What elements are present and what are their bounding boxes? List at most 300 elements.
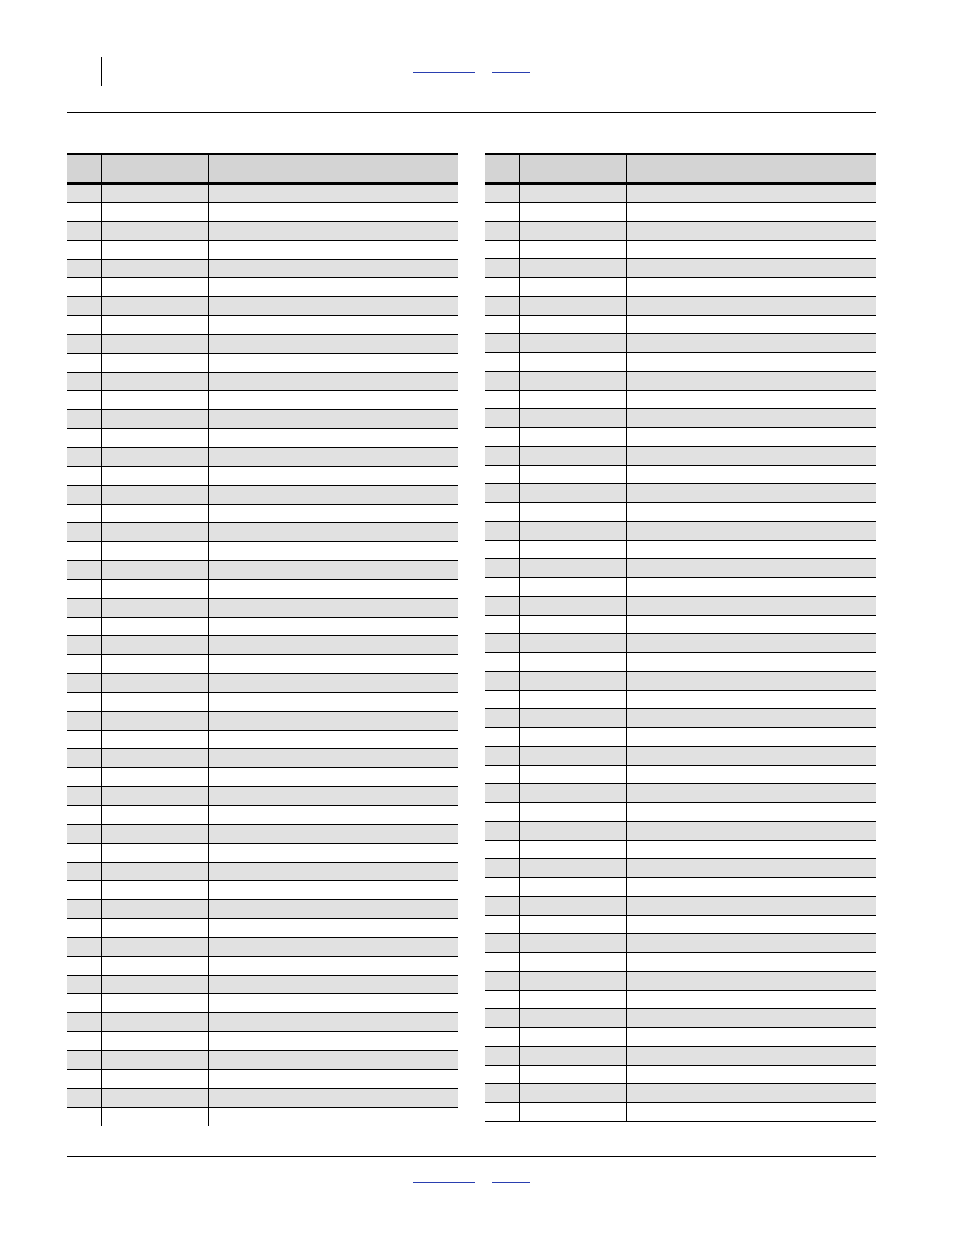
table-cell	[101, 542, 208, 560]
footer-links	[0, 1170, 954, 1184]
table-cell	[67, 410, 101, 428]
table-cell	[67, 712, 101, 730]
table-cell	[208, 900, 458, 918]
table-cell	[67, 297, 101, 315]
table-cell	[67, 203, 101, 221]
table-cell	[485, 728, 519, 746]
table-row	[67, 749, 458, 768]
table-cell	[101, 618, 208, 636]
table-cell	[519, 766, 626, 784]
table-cell	[101, 731, 208, 749]
table-cell	[485, 991, 519, 1009]
table-cell	[626, 541, 876, 559]
table-cell	[208, 260, 458, 278]
table-cell	[67, 618, 101, 636]
left-col-1-header	[67, 155, 101, 182]
table-cell	[519, 709, 626, 727]
table-cell	[485, 1084, 519, 1102]
table-cell	[485, 709, 519, 727]
table-row	[67, 354, 458, 373]
table-cell	[485, 616, 519, 634]
table-cell	[101, 825, 208, 843]
table-row	[485, 353, 876, 372]
table-cell	[485, 316, 519, 334]
table-cell	[485, 466, 519, 484]
table-row	[485, 297, 876, 316]
table-cell	[208, 863, 458, 881]
table-cell	[485, 653, 519, 671]
table-row	[485, 466, 876, 485]
table-cell	[101, 599, 208, 617]
table-row	[67, 863, 458, 882]
table-cell	[485, 878, 519, 896]
table-cell	[67, 260, 101, 278]
table-cell	[519, 897, 626, 915]
table-cell	[101, 712, 208, 730]
table-cell	[626, 916, 876, 934]
table-cell	[208, 731, 458, 749]
table-cell	[626, 784, 876, 802]
table-cell	[67, 580, 101, 598]
table-row	[485, 578, 876, 597]
table-cell	[485, 559, 519, 577]
table-cell	[519, 391, 626, 409]
table-cell	[101, 1070, 208, 1088]
table-cell	[519, 784, 626, 802]
table-cell	[626, 841, 876, 859]
table-cell	[67, 316, 101, 334]
table-cell	[485, 578, 519, 596]
table-cell	[101, 523, 208, 541]
table-cell	[519, 1066, 626, 1084]
table-row	[485, 728, 876, 747]
table-row	[485, 616, 876, 635]
table-cell	[485, 297, 519, 315]
table-cell	[626, 447, 876, 465]
table-cell	[626, 222, 876, 240]
table-cell	[208, 185, 458, 202]
table-cell	[101, 467, 208, 485]
table-row	[485, 784, 876, 803]
table-cell	[208, 655, 458, 673]
table-cell	[101, 448, 208, 466]
table-row	[485, 278, 876, 297]
table-cell	[67, 429, 101, 447]
table-cell	[519, 728, 626, 746]
table-cell	[626, 991, 876, 1009]
table-row	[67, 523, 458, 542]
table-cell	[208, 335, 458, 353]
header-link-index[interactable]	[492, 60, 530, 73]
table-cell	[626, 597, 876, 615]
table-row	[67, 636, 458, 655]
table-cell	[519, 278, 626, 296]
table-row	[67, 222, 458, 241]
table-row	[67, 335, 458, 354]
table-row	[485, 222, 876, 241]
table-row	[67, 278, 458, 297]
table-cell	[208, 749, 458, 767]
table-cell	[626, 503, 876, 521]
table-cell	[626, 672, 876, 690]
table-cell	[101, 505, 208, 523]
table-row	[67, 881, 458, 900]
table-row	[67, 900, 458, 919]
table-cell	[519, 934, 626, 952]
table-row	[67, 203, 458, 222]
table-row	[67, 580, 458, 599]
table-row	[67, 316, 458, 335]
table-row	[485, 1084, 876, 1103]
table-cell	[101, 373, 208, 391]
table-row	[67, 674, 458, 693]
table-cell	[485, 597, 519, 615]
table-row	[67, 429, 458, 448]
table-cell	[208, 825, 458, 843]
table-cell	[208, 448, 458, 466]
table-cell	[208, 278, 458, 296]
table-cell	[208, 712, 458, 730]
table-cell	[519, 1084, 626, 1102]
table-cell	[208, 636, 458, 654]
table-cell	[519, 409, 626, 427]
table-cell	[208, 806, 458, 824]
table-cell	[208, 844, 458, 862]
table-cell	[519, 616, 626, 634]
table-cell	[485, 1103, 519, 1121]
table-cell	[208, 693, 458, 711]
table-row	[67, 467, 458, 486]
table-row	[485, 522, 876, 541]
table-cell	[101, 636, 208, 654]
table-cell	[208, 580, 458, 598]
table-row	[485, 541, 876, 560]
table-cell	[67, 599, 101, 617]
table-cell	[67, 1070, 101, 1088]
table-cell	[626, 316, 876, 334]
table-cell	[101, 185, 208, 202]
table-cell	[67, 486, 101, 504]
left-table-header	[67, 153, 458, 185]
table-cell	[519, 503, 626, 521]
table-cell	[485, 522, 519, 540]
table-cell	[101, 844, 208, 862]
table-row	[485, 503, 876, 522]
table-cell	[519, 859, 626, 877]
table-cell	[208, 976, 458, 994]
table-cell	[101, 391, 208, 409]
table-cell	[485, 391, 519, 409]
table-cell	[67, 749, 101, 767]
table-cell	[208, 391, 458, 409]
table-cell	[626, 897, 876, 915]
table-cell	[101, 429, 208, 447]
table-row	[485, 934, 876, 953]
table-cell	[626, 1103, 876, 1121]
table-cell	[208, 523, 458, 541]
table-cell	[101, 486, 208, 504]
table-cell	[67, 1032, 101, 1050]
table-cell	[208, 787, 458, 805]
table-row	[485, 822, 876, 841]
table-cell	[519, 747, 626, 765]
table-cell	[626, 484, 876, 502]
table-cell	[208, 1070, 458, 1088]
table-cell	[208, 316, 458, 334]
table-cell	[626, 972, 876, 990]
table-cell	[485, 259, 519, 277]
table-cell	[626, 428, 876, 446]
table-cell	[626, 185, 876, 202]
table-cell	[485, 803, 519, 821]
table-cell	[485, 334, 519, 352]
table-row	[485, 391, 876, 410]
table-cell	[485, 766, 519, 784]
table-cell	[208, 768, 458, 786]
table-cell	[485, 953, 519, 971]
table-row	[485, 409, 876, 428]
table-cell	[519, 672, 626, 690]
table-cell	[208, 410, 458, 428]
table-cell	[101, 693, 208, 711]
table-cell	[101, 787, 208, 805]
table-cell	[626, 409, 876, 427]
table-cell	[626, 728, 876, 746]
table-cell	[626, 522, 876, 540]
table-row	[485, 991, 876, 1010]
table-cell	[626, 766, 876, 784]
table-row	[485, 241, 876, 260]
table-cell	[101, 278, 208, 296]
table-cell	[67, 863, 101, 881]
table-row	[485, 972, 876, 991]
table-row	[67, 994, 458, 1013]
table-cell	[626, 259, 876, 277]
table-row	[485, 691, 876, 710]
table-cell	[67, 354, 101, 372]
table-cell	[101, 1089, 208, 1107]
table-cell	[101, 410, 208, 428]
table-cell	[485, 484, 519, 502]
table-cell	[626, 1047, 876, 1065]
table-cell	[67, 731, 101, 749]
right-table-header	[485, 153, 876, 185]
table-row	[485, 447, 876, 466]
table-cell	[519, 653, 626, 671]
table-cell	[208, 354, 458, 372]
table-cell	[485, 897, 519, 915]
table-cell	[101, 561, 208, 579]
table-row	[67, 844, 458, 863]
table-cell	[519, 428, 626, 446]
table-row	[485, 878, 876, 897]
header-link-contents[interactable]	[413, 60, 475, 73]
table-cell	[485, 372, 519, 390]
table-cell	[101, 316, 208, 334]
table-cell	[519, 878, 626, 896]
table-cell	[67, 505, 101, 523]
table-row	[485, 259, 876, 278]
table-cell	[208, 297, 458, 315]
table-cell	[626, 859, 876, 877]
table-cell	[67, 825, 101, 843]
table-cell	[626, 653, 876, 671]
table-cell	[101, 1108, 208, 1127]
table-cell	[485, 972, 519, 990]
table-cell	[519, 841, 626, 859]
table-cell	[67, 844, 101, 862]
table-cell	[101, 768, 208, 786]
right-col-3-header	[626, 155, 876, 182]
table-cell	[101, 976, 208, 994]
table-cell	[67, 523, 101, 541]
table-cell	[67, 391, 101, 409]
table-cell	[67, 185, 101, 202]
footer-rule	[67, 1156, 876, 1157]
table-cell	[208, 505, 458, 523]
table-cell	[101, 297, 208, 315]
table-cell	[101, 222, 208, 240]
table-cell	[67, 222, 101, 240]
table-cell	[101, 881, 208, 899]
table-row	[485, 953, 876, 972]
table-cell	[67, 278, 101, 296]
table-cell	[626, 372, 876, 390]
table-row	[485, 203, 876, 222]
table-row	[67, 1051, 458, 1070]
table-cell	[626, 559, 876, 577]
table-cell	[626, 709, 876, 727]
table-cell	[67, 976, 101, 994]
table-cell	[485, 784, 519, 802]
table-row	[67, 185, 458, 203]
right-col-2-header	[519, 155, 626, 182]
table-row	[485, 709, 876, 728]
footer-link-contents[interactable]	[413, 1170, 475, 1183]
table-cell	[101, 580, 208, 598]
header-rule	[67, 112, 876, 113]
table-cell	[485, 428, 519, 446]
table-cell	[519, 541, 626, 559]
table-cell	[519, 578, 626, 596]
table-cell	[101, 354, 208, 372]
table-cell	[519, 522, 626, 540]
table-row	[67, 618, 458, 637]
table-cell	[208, 467, 458, 485]
table-cell	[519, 1047, 626, 1065]
table-cell	[626, 634, 876, 652]
table-cell	[101, 749, 208, 767]
table-cell	[208, 1032, 458, 1050]
table-cell	[208, 203, 458, 221]
table-row	[67, 505, 458, 524]
table-cell	[519, 597, 626, 615]
left-col-2-header	[101, 155, 208, 182]
table-cell	[101, 806, 208, 824]
table-row	[67, 976, 458, 995]
table-row	[67, 241, 458, 260]
table-cell	[519, 203, 626, 221]
table-cell	[626, 953, 876, 971]
table-cell	[626, 241, 876, 259]
table-cell	[67, 919, 101, 937]
table-cell	[208, 486, 458, 504]
left-col-3-header	[208, 155, 458, 182]
footer-link-index[interactable]	[492, 1170, 530, 1183]
left-table-body	[67, 185, 458, 1126]
table-cell	[208, 881, 458, 899]
table-cell	[67, 900, 101, 918]
table-row	[67, 1070, 458, 1089]
table-row	[67, 938, 458, 957]
table-cell	[626, 1084, 876, 1102]
table-cell	[208, 674, 458, 692]
table-cell	[101, 938, 208, 956]
table-cell	[485, 409, 519, 427]
table-row	[485, 1066, 876, 1085]
table-cell	[485, 916, 519, 934]
table-cell	[485, 1009, 519, 1027]
table-cell	[101, 994, 208, 1012]
table-cell	[626, 747, 876, 765]
table-row	[67, 1032, 458, 1051]
table-cell	[485, 822, 519, 840]
table-row	[485, 1028, 876, 1047]
table-row	[485, 672, 876, 691]
table-cell	[626, 353, 876, 371]
table-cell	[101, 900, 208, 918]
table-cell	[101, 335, 208, 353]
table-cell	[519, 316, 626, 334]
table-row	[67, 957, 458, 976]
table-cell	[519, 241, 626, 259]
table-row	[485, 372, 876, 391]
table-cell	[519, 1103, 626, 1121]
table-cell	[67, 1108, 101, 1127]
table-cell	[67, 241, 101, 259]
table-cell	[67, 787, 101, 805]
table-row	[67, 542, 458, 561]
table-cell	[67, 806, 101, 824]
table-cell	[519, 634, 626, 652]
table-cell	[519, 972, 626, 990]
table-row	[67, 486, 458, 505]
table-cell	[626, 578, 876, 596]
table-cell	[519, 991, 626, 1009]
table-row	[485, 597, 876, 616]
table-row	[485, 897, 876, 916]
table-cell	[67, 448, 101, 466]
table-row	[485, 841, 876, 860]
table-row	[485, 916, 876, 935]
table-cell	[67, 1013, 101, 1031]
table-row	[485, 766, 876, 785]
table-cell	[519, 222, 626, 240]
table-cell	[101, 919, 208, 937]
table-row	[67, 1089, 458, 1108]
table-cell	[485, 353, 519, 371]
table-cell	[626, 934, 876, 952]
table-cell	[67, 636, 101, 654]
table-cell	[485, 672, 519, 690]
table-cell	[101, 863, 208, 881]
table-cell	[208, 542, 458, 560]
table-cell	[208, 1013, 458, 1031]
table-row	[67, 373, 458, 392]
table-row	[67, 561, 458, 580]
table-row	[67, 693, 458, 712]
table-cell	[626, 203, 876, 221]
